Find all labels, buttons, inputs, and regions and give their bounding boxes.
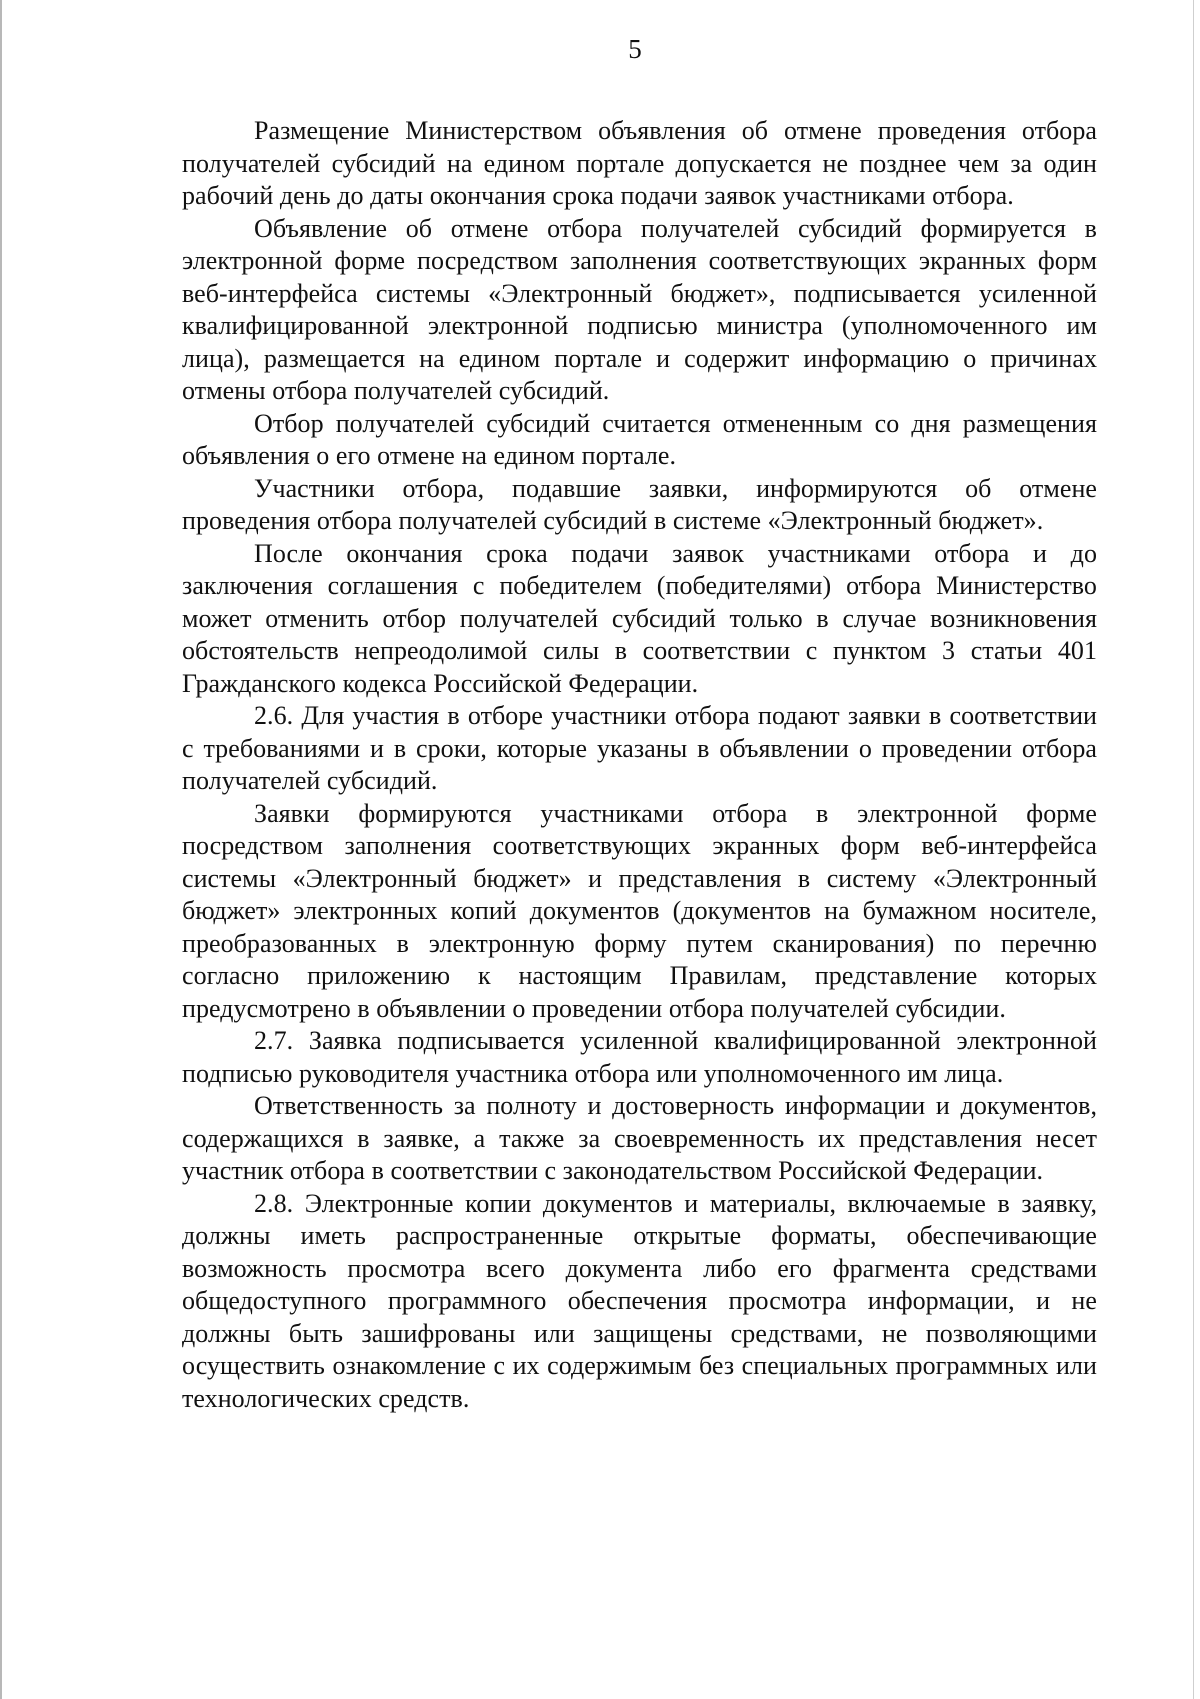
paragraph-section-2-7: 2.7. Заявка подписывается усиленной квалифицированной электронной подписью руководителя участника отбора или уполномоченного им лица. — [182, 1026, 1097, 1088]
paragraph-selection-cancelled-date: Отбор получателей субсидий считается отмененным со дня размещения объявления о его отмене на едином портале. — [182, 408, 1097, 470]
paragraph-participants-informed: Участники отбора, подавшие заявки, информируются об отмене проведения отбора получателей субсидий в системе «Электронный бюджет». — [182, 473, 1097, 535]
paragraph-application-formation: Заявки формируются участниками отбора в электронной форме посредством заполнения соответствующих экранных форм веб-интерфейса системы «Электронный бюджет» и представления в систему «Электронный бюджет» электронных копий документов (документов на бумажном носителе, преобразованных в электронную форму путем сканирования) по перечню согласно приложению к настоящим Правилам, представление которых предусмотрено в объявлении о проведении отбора получателей субсидии. — [182, 798, 1097, 1023]
paragraph-section-2-8: 2.8. Электронные копии документов и материалы, включаемые в заявку, должны иметь распространенные открытые форматы, обеспечивающие возможность просмотра всего документа либо его фрагмента средствами общедоступного программного обеспечения просмотра информации, и не должны быть зашифрованы или защищены средствами, не позволяющими осуществить ознакомление с их содержимым без специальных программных или технологических средств. — [182, 1188, 1097, 1413]
document-body — [182, 115, 1097, 1415]
scan-left-edge — [0, 0, 2, 1699]
paragraph-cancellation-announcement-form: Объявление об отмене отбора получателей субсидий формируется в электронной форме посредством заполнения соответствующих экранных форм веб-интерфейса системы «Электронный бюджет», подписывается усиленной квалифицированной электронной подписью министра (уполномоченного им лица), размещается на едином портале и содержит информацию о причинах отмены отбора получателей субсидий. — [182, 213, 1097, 405]
scan-right-edge — [1193, 0, 1194, 1699]
paragraph-cancellation-announcement-deadline: Размещение Министерством объявления об отмене проведения отбора получателей субсидий на едином портале допускается не позднее чем за один рабочий день до даты окончания срока подачи заявок участниками отбора. — [182, 116, 1097, 210]
paragraph-responsibility: Ответственность за полноту и достоверность информации и документов, содержащихся в заявке, а также за своевременность их представления несет участник отбора в соответствии с законодательством Российской Федерации. — [182, 1091, 1097, 1185]
paragraph-section-2-6: 2.6. Для участия в отборе участники отбора подают заявки в соответствии с требованиями и в сроки, которые указаны в объявлении о проведении отбора получателей субсидий. — [182, 701, 1097, 795]
page-number: 5 — [628, 34, 642, 64]
paragraph-force-majeure-cancellation: После окончания срока подачи заявок участниками отбора и до заключения соглашения с победителем (победителями) отбора Министерство может отменить отбор получателей субсидий только в случае возникновения обстоятельств непреодолимой силы в соответствии с пунктом 3 статьи 401 Гражданского кодекса Российской Федерации. — [182, 538, 1097, 698]
